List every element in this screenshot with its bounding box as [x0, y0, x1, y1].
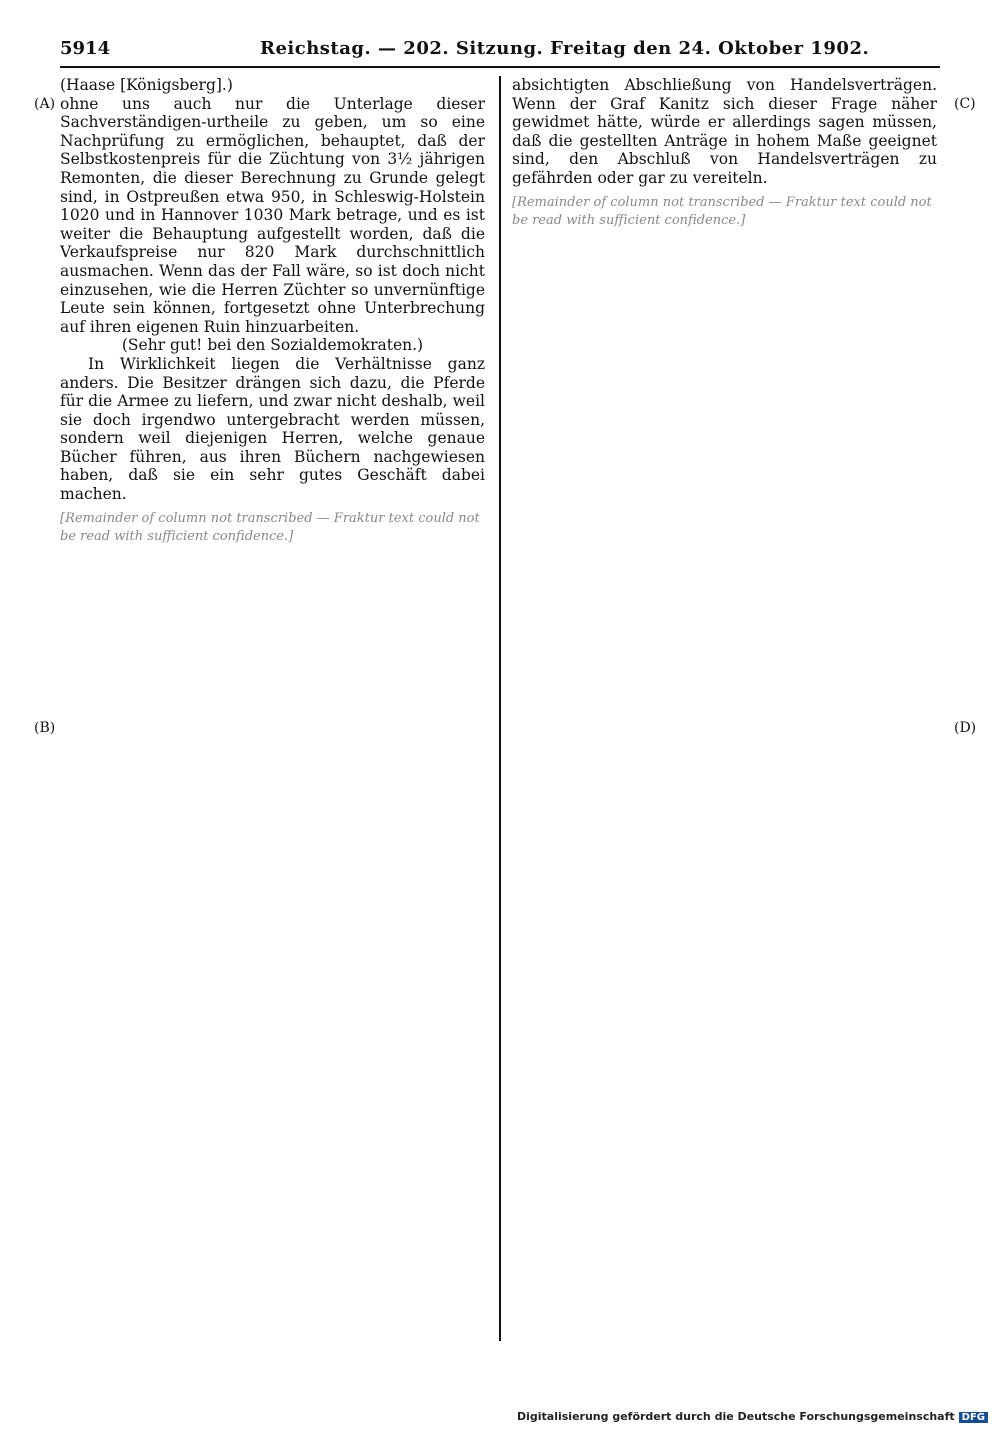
left-paragraph-2: In Wirklichkeit liegen die Verhältnisse ganz anders. Die Besitzer drängen sich dazu, die Pferde für die Armee zu liefern, und zwar nicht deshalb, weil sie doch irgendwo untergebracht werden müssen, sondern weil diejenigen Herren, welche genaue Bücher führen, aus ihren Büchern nachgewiesen haben, daß sie ein sehr gutes Geschäft dabei machen. [60, 354, 485, 504]
margin-mark-d: (D) [954, 720, 977, 736]
header-rule [60, 66, 940, 68]
right-column [512, 76, 937, 1341]
dfg-logo: DFG [959, 1412, 988, 1423]
credit-text: Digitalisierung gefördert durch die Deutsche Forschungsgemeinschaft [516, 1410, 955, 1423]
left-column [60, 76, 485, 1341]
left-paragraph-1: ohne uns auch nur die Unterlage dieser Sachverständigen-urtheile zu geben, um so eine Nachprüfung zu ermöglichen, behauptet, daß der Selbstkostenpreis für die Züchtung von 3½ jährigen Remonten, die dieser Berechnung zu Grunde gelegt sind, in Ostpreußen etwa 950, in Schleswig-Holstein 1020 und in Hannover 1030 Mark betrage, und es ist weiter die Behauptung aufgestellt worden, daß die Verkaufspreise nur 820 Mark durchschnittlich ausmachen. Wenn das der Fall wäre, so ist doch nicht einzusehen, wie die Herren Züchter so unvernünftige Leute sein können, fortgesetzt ohne Unterbrechung auf ihren eigenen Ruin hinzuarbeiten. [60, 94, 485, 336]
page-number: 5914 [60, 38, 111, 59]
interjection: (Sehr gut! bei den Sozialdemokraten.) [121, 336, 424, 355]
margin-mark-b: (B) [34, 720, 56, 736]
speaker-attribution: (Haase [Königsberg].) [60, 76, 233, 94]
running-title: Reichstag. — 202. Sitzung. Freitag den 24. Oktober 1902. [260, 38, 870, 59]
digitization-credit [517, 1410, 988, 1423]
margin-mark-c: (C) [954, 96, 976, 112]
right-paragraph-1: absichtigten Abschließung von Handelsverträgen. Wenn der Graf Kanitz sich dieser Frage näher gewidmet hätte, würde er allerdings sagen müssen, daß die gestellten Anträge in hohem Maße geeignet sind, den Abschluß von Handelsverträgen zu gefährden oder gar zu vereiteln. [512, 76, 937, 187]
margin-mark-a: (A) [34, 96, 56, 112]
column-divider [499, 76, 501, 1341]
transcription-note: [Remainder of column not transcribed — Fraktur text could not be read with sufficient confidence.] [60, 510, 480, 545]
transcription-note: [Remainder of column not transcribed — Fraktur text could not be read with sufficient confidence.] [512, 194, 932, 229]
page-header [60, 38, 940, 68]
